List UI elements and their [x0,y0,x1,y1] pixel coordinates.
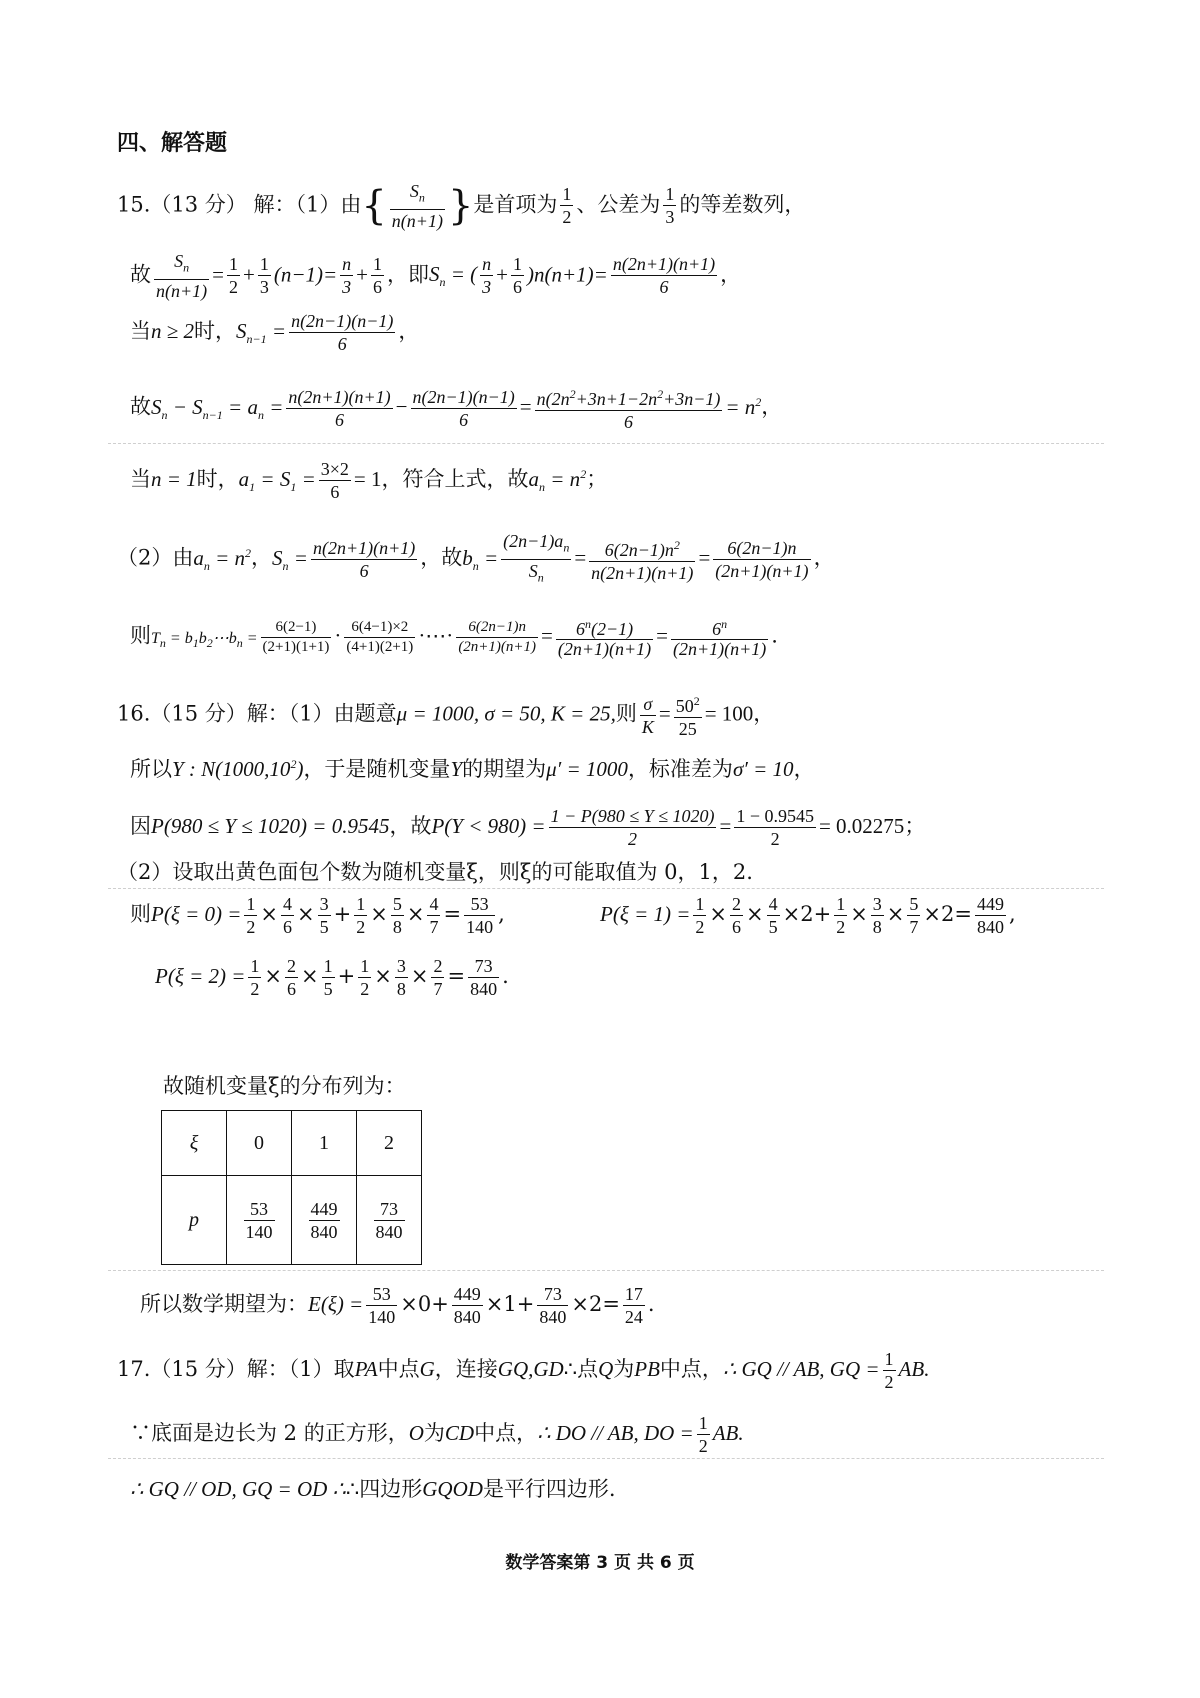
table-cell: $\frac{73}{840}$ [357,1176,422,1265]
table-cell: 2 [357,1111,422,1176]
q16-line-4: （2）设取出黄色面包个数为随机变量ξ，则ξ的可能取值为 0，1，2. [117,860,753,884]
divider [108,888,1104,889]
q15-line-6: （2）由$a_n = n^2$，$S_n$ = $\frac{n(2n+1)(n+1)}{6}$ ，故$b_n$ = $\frac{(2n-1)a_n}{S_n}$ = $\frac{6(2n-1)n^2}{n(2n+1)(n+1)}$ = $\frac{6(2n-1)n}{(2n+1)(n+1)}$ ， [117,531,835,585]
divider [108,443,1104,444]
q17-line-3: ∴ GQ // OD, GQ = OD ∴∴四边形GQOD是平行四边形. [130,1477,616,1501]
q16-line-6: 故随机变量ξ的分布列为： [163,1074,406,1098]
distribution-table [161,1110,422,1265]
table-cell: p [162,1176,227,1265]
q17-line-2: ∵底面是边长为 2 的正方形，O为CD中点，∴ DO // AB, DO = $\frac{1}{2}$ AB. [130,1413,744,1456]
q16-line-7: 所以数学期望为：E(ξ) = $\frac{53}{140}$ ×0+ $\frac{449}{840}$ ×1+ $\frac{73}{840}$ ×2= $\frac{17}{24}$ . [140,1284,655,1327]
q15-line-5: 当n = 1时，$a_1 = S_1$ = $\frac{3\times 2}{6}$ = 1，符合上式，故$a_n = n^2$； [130,459,608,502]
table-cell: ξ [162,1111,227,1176]
q16-p2: P(ξ = 2) = $\frac{1}{2}$ × $\frac{2}{6}$ × $\frac{1}{5}$ + $\frac{1}{2}$ × $\frac{3}{8}$ × $\frac{2}{7}$ = $\frac{73}{840}$ . [155,956,509,999]
q15-line-1: 15.（13 分） 解：（1）由{ $\frac{S_n}{n(n+1)}$ }是首项为 $\frac{1}{2}$ 、公差为 $\frac{1}{3}$ 的等差数列， [117,181,806,231]
q15-line-7: 则$T_n$ = $b_1b_2\cdots b_n$ = $\frac{6(2-1)}{(2+1)(1+1)}$ · $\frac{6(4-1)\times 2}{(4+1)(2+1)}$ ·⋯· $\frac{6(2n-1)n}{(2n+1)(n+1)}$ = $\frac{6^n(2-1)}{(2n+1)(n+1)}$ = $\frac{6^n}{(2n+1)(n+1)}$ . [130,617,778,659]
page-footer: 数学答案第 3 页 共 6 页 [505,1553,695,1573]
q15-line-2: 故 $\frac{S_n}{n(n+1)}$ = $\frac{1}{2}$ + $\frac{1}{3}$ (n−1)= $\frac{n}{3}$ + $\frac{1}{6}$ ，即$S_n$ = ( $\frac{n}{3}$ + $\frac{1}{6}$ )n(n+1)= $\frac{n(2n+1)(n+1)}{6}$ ， [130,251,742,301]
table-cell: 0 [227,1111,292,1176]
q16-line-5: 则P(ξ = 0) = $\frac{1}{2}$ × $\frac{4}{6}$ × $\frac{3}{5}$ + $\frac{1}{2}$ × $\frac{5}{8}$ × $\frac{4}{7}$ = $\frac{53}{140}$ , [130,894,505,937]
table-cell: $\frac{449}{840}$ [292,1176,357,1265]
table-cell: $\frac{53}{140}$ [227,1176,292,1265]
divider [108,1270,1104,1271]
q15-line-4: 故$S_n - S_{n-1} = a_n$ = $\frac{n(2n+1)(n+1)}{6}$ − $\frac{n(2n-1)(n-1)}{6}$ = $\frac{n(2n^2+3n+1-2n^2+3n-1)}{6}$ = $n^2$， [130,383,782,433]
table-cell: 1 [292,1111,357,1176]
q16-line-1: 16.（15 分）解：（1）由题意μ = 1000, σ = 50, K = 25,则 $\frac{\sigma}{K}$ = $\frac{50^2}{25}$ = 100， [117,690,774,740]
q16-line-2: 所以Y : N(1000,10$^2$)，于是随机变量Y的期望为μ′ = 1000，标准差为σ′ = 10， [130,757,815,781]
q16-p1: P(ξ = 1) = $\frac{1}{2}$ × $\frac{2}{6}$ × $\frac{4}{5}$ ×2+ $\frac{1}{2}$ × $\frac{3}{8}$ × $\frac{5}{7}$ ×2= $\frac{449}{840}$ , [600,894,1016,937]
divider [108,1458,1104,1459]
q15-line-3: 当n ≥ 2时，$S_{n-1}$ = $\frac{n(2n-1)(n-1)}{6}$ ， [130,311,420,354]
q17-line-1: 17.（15 分）解：（1）取PA中点G，连接GQ,GD∴点Q为PB中点，∴ GQ // AB, GQ = $\frac{1}{2}$ AB. [117,1349,930,1392]
q16-line-3: 因P(980 ≤ Y ≤ 1020) = 0.9545，故P(Y < 980) = $\frac{1 - P(980 \le Y \le 1020)}{2}$ = $\frac{1 - 0.9545}{2}$ = 0.02275； [130,806,926,849]
section-heading: 四、解答题 [117,131,228,156]
